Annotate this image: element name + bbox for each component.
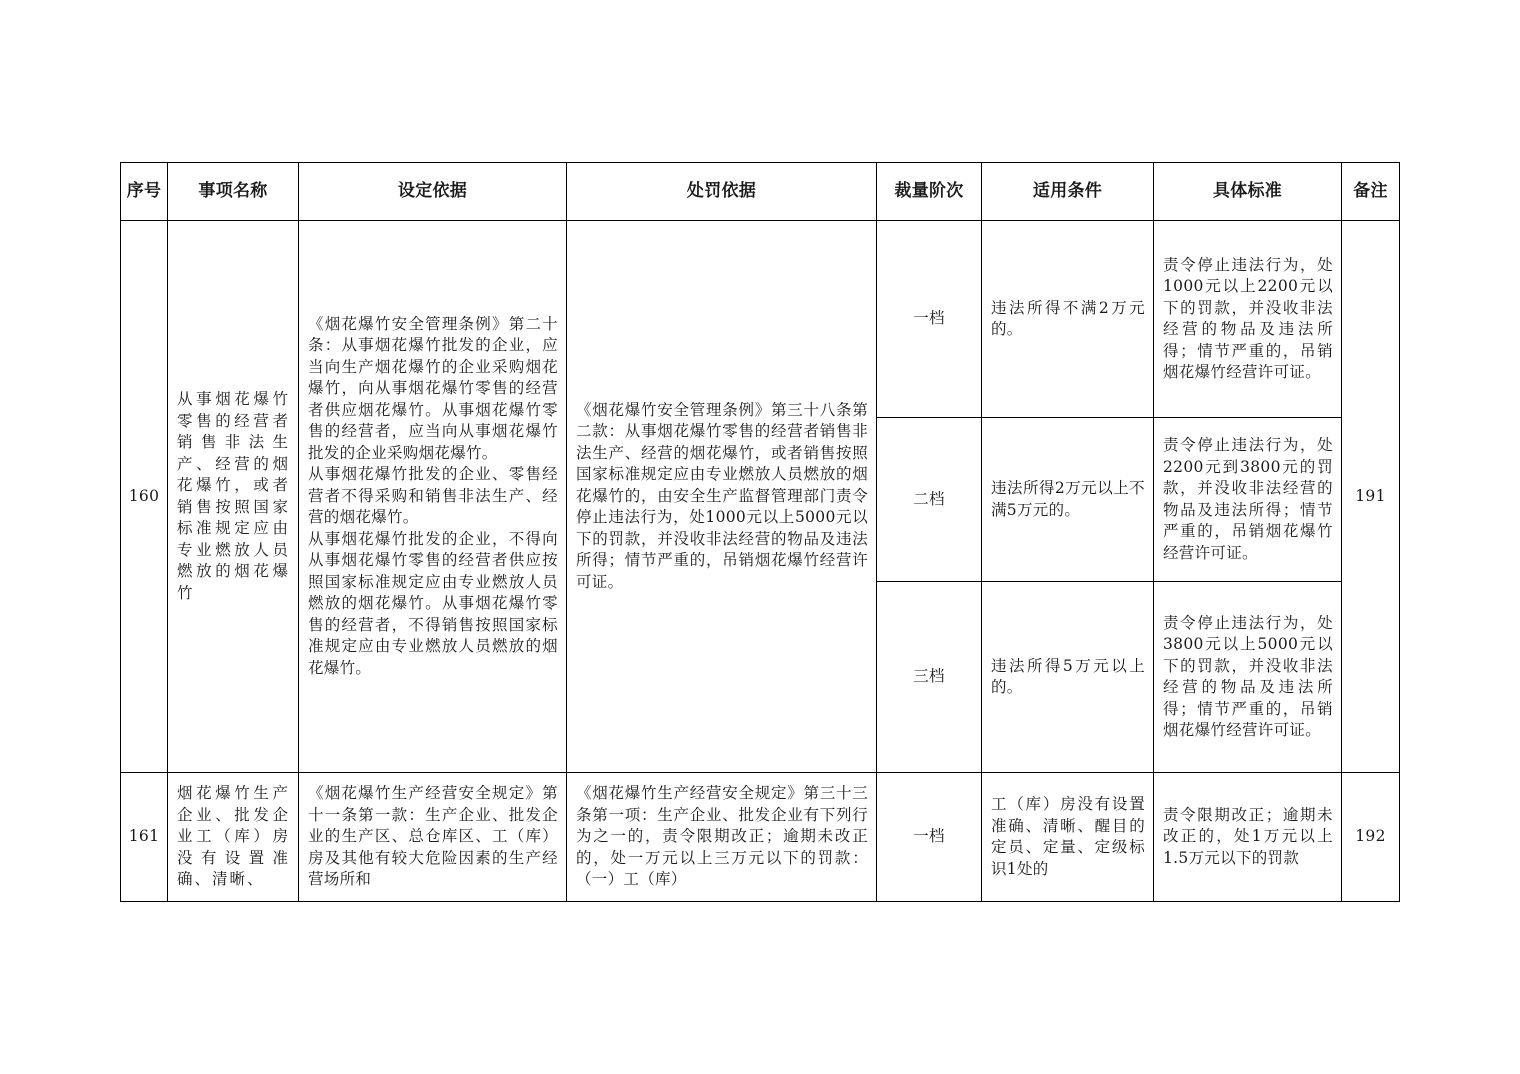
table-header-row [121, 163, 1400, 221]
tier-level: 二档 [877, 418, 982, 582]
row-note: 192 [1342, 773, 1400, 902]
tier-standard: 责令停止违法行为，处1000元以上2200元以下的罚款，并没收非法经营的物品及违法所得；情节严重的，吊销烟花爆竹经营许可证。 [1154, 221, 1342, 418]
header-basis-penalty: 处罚依据 [567, 163, 877, 221]
row-seq: 161 [121, 773, 168, 902]
tier-condition: 工（库）房没有设置准确、清晰、醒目的定员、定量、定级标识1处的 [982, 773, 1154, 902]
header-basis-set: 设定依据 [299, 163, 567, 221]
row-basis-penalty: 《烟花爆竹安全管理条例》第三十八条第二款：从事烟花爆竹零售的经营者销售非法生产、经营的烟花爆竹，或者销售按照国家标准规定应由专业燃放人员燃放的烟花爆竹的，由安全生产监督管理部门责令停止违法行为，处1000元以上5000元以下的罚款，并没收非法经营的物品及违法所得；情节严重的，吊销烟花爆竹经营许可证。 [567, 221, 877, 773]
header-level: 裁量阶次 [877, 163, 982, 221]
row-item-name: 烟花爆竹生产企业、批发企业工（库）房没有设置准确、清晰、 [177, 784, 290, 888]
header-standard: 具体标准 [1154, 163, 1342, 221]
row-basis-set: 《烟花爆竹生产经营安全规定》第十一条第一款：生产企业、批发企业的生产区、总仓库区、工（库）房及其他有较大危险因素的生产经营场所和 [308, 784, 558, 888]
row-note: 191 [1342, 221, 1400, 773]
row-basis-penalty-cell [567, 773, 877, 902]
header-condition: 适用条件 [982, 163, 1154, 221]
header-note: 备注 [1342, 163, 1400, 221]
tier-condition: 违法所得5万元以上的。 [982, 582, 1154, 773]
tier-condition: 违法所得不满2万元的。 [982, 221, 1154, 418]
tier-level: 一档 [877, 773, 982, 902]
tier-condition: 违法所得2万元以上不满5万元的。 [982, 418, 1154, 582]
tier-level: 一档 [877, 221, 982, 418]
penalty-discretion-table [120, 162, 1400, 902]
row-item-name-cell [168, 773, 299, 902]
tier-standard: 责令停止违法行为，处2200元到3800元的罚款，并没收非法经营的物品及违法所得；情节严重的，吊销烟花爆竹经营许可证。 [1154, 418, 1342, 582]
tier-level: 三档 [877, 582, 982, 773]
table-row [121, 221, 1400, 418]
row-item-name: 从事烟花爆竹零售的经营者销售非法生产、经营的烟花爆竹，或者销售按照国家标准规定应由专业燃放人员燃放的烟花爆竹 [168, 221, 299, 773]
header-seq: 序号 [121, 163, 168, 221]
row-basis-set-cell [299, 773, 567, 902]
header-name: 事项名称 [168, 163, 299, 221]
row-seq: 160 [121, 221, 168, 773]
tier-standard: 责令停止违法行为，处3800元以上5000元以下的罚款，并没收非法经营的物品及违法所得；情节严重的，吊销烟花爆竹经营许可证。 [1154, 582, 1342, 773]
row-basis-set: 《烟花爆竹安全管理条例》第二十条：从事烟花爆竹批发的企业，应当向生产烟花爆竹的企业采购烟花爆竹，向从事烟花爆竹零售的经营者供应烟花爆竹。从事烟花爆竹零售的经营者，应当向从事烟花爆竹批发的企业采购烟花爆竹。 从事烟花爆竹批发的企业、零售经营者不得采购和销售非法生产、经营的烟花爆竹。 从事烟花爆竹批发的企业，不得向从事烟花爆竹零售的经营者供应按照国家标准规定应由专业燃放人员燃放的烟花爆竹。从事烟花爆竹零售的经营者，不得销售按照国家标准规定应由专业燃放人员燃放的烟花爆竹。 [299, 221, 567, 773]
tier-standard: 责令限期改正；逾期未改正的，处1万元以上1.5万元以下的罚款 [1154, 773, 1342, 902]
table-row [121, 773, 1400, 902]
row-basis-penalty: 《烟花爆竹生产经营安全规定》第三十三条第一项：生产企业、批发企业有下列行为之一的，责令限期改正；逾期未改正的，处一万元以上三万元以下的罚款：（一）工（库） [576, 784, 868, 888]
